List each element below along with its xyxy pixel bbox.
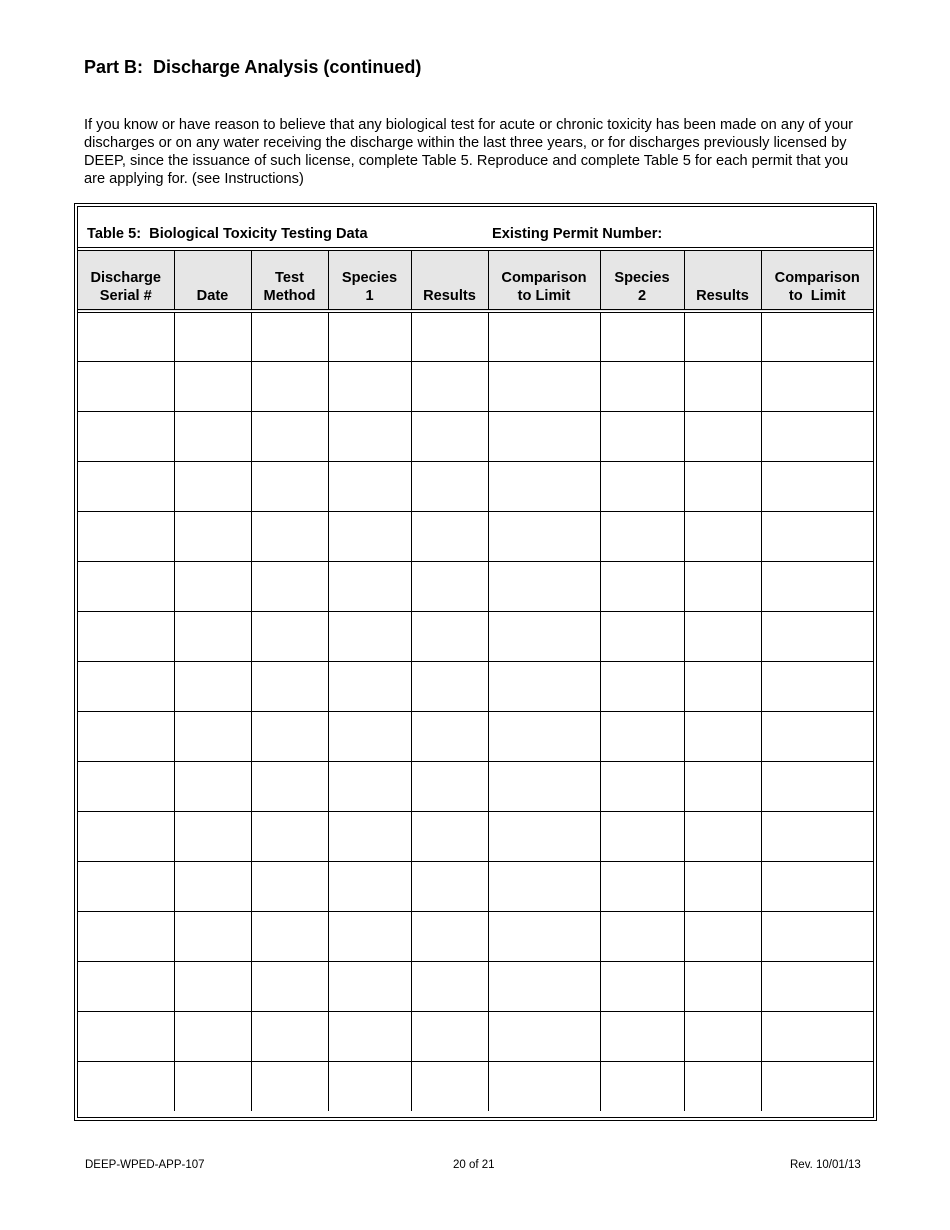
toxicity-table [74, 203, 877, 1121]
table-cell[interactable] [684, 861, 761, 911]
table-cell[interactable] [251, 961, 328, 1011]
table-cell[interactable] [488, 661, 600, 711]
table-cell[interactable] [78, 461, 174, 511]
table-cell[interactable] [328, 1061, 411, 1111]
table-cell[interactable] [488, 561, 600, 611]
table-cell[interactable] [600, 411, 684, 461]
table-cell[interactable] [411, 561, 488, 611]
table-cell[interactable] [78, 1061, 174, 1111]
table-cell[interactable] [251, 511, 328, 561]
permit-number-label: Existing Permit Number: [492, 226, 663, 242]
table-cell[interactable] [251, 411, 328, 461]
table-cell[interactable] [328, 761, 411, 811]
table-cell[interactable] [761, 1061, 873, 1111]
table-cell[interactable] [251, 611, 328, 661]
col-header-comparison-1: Comparison to Limit [488, 251, 600, 311]
table-cell[interactable] [600, 1061, 684, 1111]
table-cell[interactable] [174, 411, 251, 461]
table-row [78, 961, 873, 1011]
table-cell[interactable] [78, 361, 174, 411]
table-cell[interactable] [174, 861, 251, 911]
table-cell[interactable] [411, 961, 488, 1011]
table-cell[interactable] [78, 911, 174, 961]
table-cell[interactable] [251, 661, 328, 711]
table-row [78, 1011, 873, 1061]
table-cell[interactable] [174, 511, 251, 561]
table-cell[interactable] [600, 361, 684, 411]
table-cell[interactable] [411, 361, 488, 411]
table-cell[interactable] [328, 711, 411, 761]
table-cell[interactable] [600, 561, 684, 611]
table-cell[interactable] [488, 811, 600, 861]
table-cell[interactable] [684, 1011, 761, 1061]
table-cell[interactable] [174, 1011, 251, 1061]
table-cell[interactable] [174, 661, 251, 711]
table-cell[interactable] [684, 811, 761, 861]
table-cell[interactable] [488, 1061, 600, 1111]
table-cell[interactable] [411, 411, 488, 461]
header-row [78, 251, 873, 311]
table-cell[interactable] [600, 811, 684, 861]
table-cell[interactable] [78, 311, 174, 361]
table-cell[interactable] [761, 311, 873, 361]
table-cell[interactable] [488, 361, 600, 411]
col-header-results-2: Results [684, 251, 761, 311]
col-header-results-1: Results [411, 251, 488, 311]
table-cell[interactable] [600, 1011, 684, 1061]
table-cell[interactable] [761, 611, 873, 661]
table-cell[interactable] [761, 661, 873, 711]
table-row [78, 1061, 873, 1111]
table-cell[interactable] [761, 1011, 873, 1061]
table-cell[interactable] [761, 961, 873, 1011]
table-cell[interactable] [78, 811, 174, 861]
table-cell[interactable] [411, 661, 488, 711]
table-cell[interactable] [251, 361, 328, 411]
table-cell[interactable] [684, 661, 761, 711]
table-row [78, 911, 873, 961]
table-cell[interactable] [328, 661, 411, 711]
table-row [78, 511, 873, 561]
table-row [78, 661, 873, 711]
table-cell[interactable] [411, 711, 488, 761]
table-cell[interactable] [328, 911, 411, 961]
table-cell[interactable] [488, 611, 600, 661]
table-cell[interactable] [761, 361, 873, 411]
table-cell[interactable] [761, 511, 873, 561]
table-row [78, 311, 873, 361]
table-cell[interactable] [761, 461, 873, 511]
table-cell[interactable] [600, 911, 684, 961]
table-cell[interactable] [174, 811, 251, 861]
col-header-species-1: Species 1 [328, 251, 411, 311]
col-header-species-2: Species 2 [600, 251, 684, 311]
table-cell[interactable] [761, 711, 873, 761]
col-header-discharge-serial: Discharge Serial # [78, 251, 174, 311]
table-cell[interactable] [684, 361, 761, 411]
form-id: DEEP-WPED-APP-107 [85, 1159, 205, 1171]
table-row [78, 811, 873, 861]
table-cell[interactable] [488, 1011, 600, 1061]
col-header-test-method: Test Method [251, 251, 328, 311]
table-cell[interactable] [600, 861, 684, 911]
table-cell[interactable] [78, 961, 174, 1011]
table-cell[interactable] [488, 961, 600, 1011]
table-cell[interactable] [684, 761, 761, 811]
table-cell[interactable] [684, 1061, 761, 1111]
table-cell[interactable] [174, 611, 251, 661]
table-cell[interactable] [600, 661, 684, 711]
table-cell[interactable] [411, 1061, 488, 1111]
table-cell[interactable] [488, 411, 600, 461]
table-title: Table 5: Biological Toxicity Testing Data [87, 226, 368, 242]
table-cell[interactable] [488, 311, 600, 361]
table-cell[interactable] [78, 761, 174, 811]
table-row [78, 561, 873, 611]
table-cell[interactable] [328, 961, 411, 1011]
table-cell[interactable] [174, 561, 251, 611]
table-cell[interactable] [411, 761, 488, 811]
table-cell[interactable] [78, 561, 174, 611]
table-cell[interactable] [684, 411, 761, 461]
table-row [78, 611, 873, 661]
table-cell[interactable] [251, 761, 328, 811]
table-cell[interactable] [174, 311, 251, 361]
table-cell[interactable] [411, 611, 488, 661]
revision-date: Rev. 10/01/13 [790, 1159, 861, 1171]
table-cell[interactable] [488, 711, 600, 761]
table-row [78, 461, 873, 511]
table-row [78, 861, 873, 911]
table-cell[interactable] [78, 511, 174, 561]
table-cell[interactable] [174, 1061, 251, 1111]
table-cell[interactable] [684, 961, 761, 1011]
table-row [78, 761, 873, 811]
table-cell[interactable] [600, 511, 684, 561]
table-title-row [78, 207, 873, 251]
table-cell[interactable] [328, 511, 411, 561]
table-cell[interactable] [328, 361, 411, 411]
table-cell[interactable] [174, 711, 251, 761]
table-row [78, 361, 873, 411]
table-cell[interactable] [684, 461, 761, 511]
table-cell[interactable] [251, 311, 328, 361]
table-cell[interactable] [251, 861, 328, 911]
table-cell[interactable] [78, 861, 174, 911]
table-cell[interactable] [761, 761, 873, 811]
table-cell[interactable] [328, 411, 411, 461]
table-cell[interactable] [78, 711, 174, 761]
table-cell[interactable] [411, 1011, 488, 1061]
table-cell[interactable] [328, 611, 411, 661]
table-cell[interactable] [174, 461, 251, 511]
table-cell[interactable] [411, 511, 488, 561]
col-header-comparison-2: Comparison to Limit [761, 251, 873, 311]
table-cell[interactable] [411, 461, 488, 511]
col-header-date: Date [174, 251, 251, 311]
table-cell[interactable] [684, 911, 761, 961]
table-cell[interactable] [251, 911, 328, 961]
page-heading: Part B: Discharge Analysis (continued) [84, 57, 422, 77]
table-cell[interactable] [251, 811, 328, 861]
table-cell[interactable] [684, 511, 761, 561]
table-cell[interactable] [684, 611, 761, 661]
table-cell[interactable] [174, 911, 251, 961]
table-cell[interactable] [684, 311, 761, 361]
table-cell[interactable] [488, 511, 600, 561]
table-cell[interactable] [328, 461, 411, 511]
table-cell[interactable] [411, 911, 488, 961]
table-row [78, 711, 873, 761]
table-cell[interactable] [488, 911, 600, 961]
table-cell[interactable] [251, 561, 328, 611]
table-cell[interactable] [600, 461, 684, 511]
table-cell[interactable] [488, 861, 600, 911]
toxicity-data-grid [78, 251, 873, 1111]
table-cell[interactable] [761, 411, 873, 461]
table-cell[interactable] [174, 761, 251, 811]
table-cell[interactable] [411, 311, 488, 361]
table-cell[interactable] [328, 811, 411, 861]
table-cell[interactable] [600, 311, 684, 361]
table-cell[interactable] [600, 761, 684, 811]
table-cell[interactable] [600, 961, 684, 1011]
table-cell[interactable] [78, 661, 174, 711]
table-cell[interactable] [761, 811, 873, 861]
table-cell[interactable] [174, 361, 251, 411]
table-cell[interactable] [328, 1011, 411, 1061]
table-cell[interactable] [761, 561, 873, 611]
table-cell[interactable] [251, 711, 328, 761]
table-cell[interactable] [328, 861, 411, 911]
table-cell[interactable] [78, 611, 174, 661]
table-cell[interactable] [78, 1011, 174, 1061]
table-cell[interactable] [328, 561, 411, 611]
page-number: 20 of 21 [453, 1159, 495, 1171]
table-cell[interactable] [251, 1061, 328, 1111]
table-cell[interactable] [411, 861, 488, 911]
table-cell[interactable] [761, 911, 873, 961]
table-cell[interactable] [78, 411, 174, 461]
table-cell[interactable] [251, 461, 328, 511]
table-cell[interactable] [600, 711, 684, 761]
table-cell[interactable] [684, 711, 761, 761]
table-cell[interactable] [684, 561, 761, 611]
table-row [78, 411, 873, 461]
table-cell[interactable] [411, 811, 488, 861]
table-cell[interactable] [761, 861, 873, 911]
table-cell[interactable] [600, 611, 684, 661]
table-cell[interactable] [174, 961, 251, 1011]
instructions-paragraph: If you know or have reason to believe that any biological test for acute or chronic toxicity has been made on any of your discharges or on any water receiving the discharge within the last three years, or for discharges previously licensed by DEEP, since the issuance of such license, complete Table 5. Reproduce and complete Table 5 for each permit that you are applying for. (see Instructions) [84, 117, 854, 187]
table-cell[interactable] [488, 761, 600, 811]
table-cell[interactable] [488, 461, 600, 511]
table-cell[interactable] [251, 1011, 328, 1061]
table-cell[interactable] [328, 311, 411, 361]
